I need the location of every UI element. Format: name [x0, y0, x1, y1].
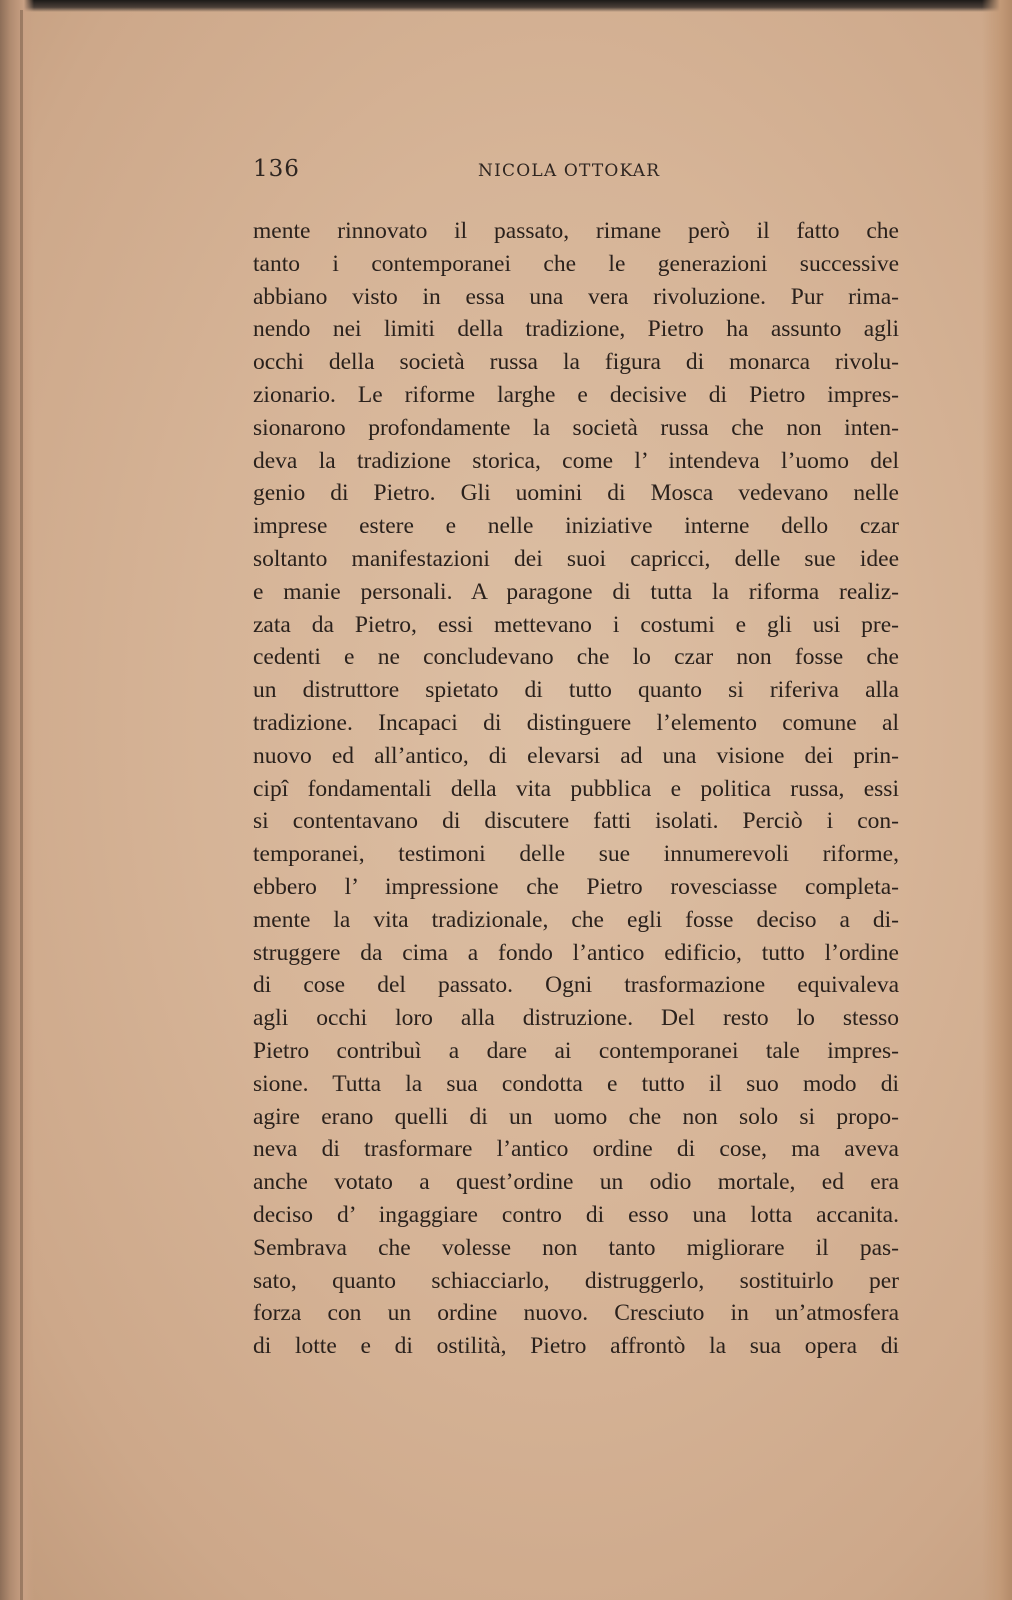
text-line: di cose del passato. Ogni trasformazione equivaleva — [253, 972, 899, 999]
text-line: ebbero l’ impressione che Pietro rovesciasse completa- — [253, 873, 899, 900]
text-line: e manie personali. A paragone di tutta la riforma realiz- — [253, 578, 899, 605]
page-header — [253, 156, 899, 186]
text-line: soltanto manifestazioni dei suoi capricci, delle sue idee — [253, 545, 899, 572]
text-line: sione. Tutta la sua condotta e tutto il suo modo di — [253, 1070, 899, 1097]
text-line: cedenti e ne concludevano che lo czar non fosse che — [253, 644, 899, 671]
text-line: mente rinnovato il passato, rimane però il fatto che — [253, 218, 899, 244]
text-line: zata da Pietro, essi mettevano i costumi e gli usi pre- — [253, 611, 899, 638]
page-binding-edge — [0, 0, 34, 1600]
text-line: Sembrava che volesse non tanto migliorare il pas- — [253, 1234, 899, 1261]
text-line: genio di Pietro. Gli uomini di Mosca vedevano nelle — [253, 480, 899, 507]
text-line: abbiano visto in essa una vera rivoluzione. Pur rima- — [253, 283, 899, 310]
text-line: sionarono profondamente la società russa che non inten- — [253, 414, 899, 441]
binding-shadow-line — [20, 10, 23, 1600]
text-line: mente la vita tradizionale, che egli fosse deciso a di- — [253, 906, 899, 933]
text-line: zionario. Le riforme larghe e decisive di Pietro impres- — [253, 381, 899, 408]
page-right-edge — [982, 0, 1012, 1600]
text-line: di lotte e di ostilità, Pietro affrontò la sua opera di — [253, 1333, 899, 1360]
text-line: temporanei, testimoni delle sue innumerevoli riforme, — [253, 841, 899, 868]
text-line: un distruttore spietato di tutto quanto si riferiva alla — [253, 677, 899, 704]
text-line: struggere da cima a fondo l’antico edificio, tutto l’ordine — [253, 939, 899, 966]
text-line: agire erano quelli di un uomo che non solo si propo- — [253, 1103, 899, 1130]
running-head: NICOLA OTTOKAR — [478, 161, 661, 181]
page-number: 136 — [253, 156, 300, 182]
text-line: occhi della società russa la figura di monarca rivolu- — [253, 349, 899, 376]
text-line: neva di trasformare l’antico ordine di cose, ma aveva — [253, 1136, 899, 1163]
page-top-edge — [0, 0, 1012, 12]
text-line: deciso d’ ingaggiare contro di esso una lotta accanita. — [253, 1201, 899, 1228]
text-line: cipî fondamentali della vita pubblica e politica russa, essi — [253, 775, 899, 802]
body-text — [253, 215, 899, 1363]
text-line: si contentavano di discutere fatti isolati. Perciò i con- — [253, 808, 899, 835]
text-line: imprese estere e nelle iniziative interne dello czar — [253, 513, 899, 540]
text-line: Pietro contribuì a dare ai contemporanei tale impres- — [253, 1037, 899, 1064]
text-line: sato, quanto schiacciarlo, distruggerlo, sostituirlo per — [253, 1267, 899, 1294]
text-line: tanto i contemporanei che le generazioni successive — [253, 250, 899, 277]
text-line: deva la tradizione storica, come l’ intendeva l’uomo del — [253, 447, 899, 474]
text-line: nendo nei limiti della tradizione, Pietro ha assunto agli — [253, 316, 899, 343]
text-line: agli occhi loro alla distruzione. Del resto lo stesso — [253, 1005, 899, 1032]
text-line: tradizione. Incapaci di distinguere l’elemento comune al — [253, 709, 899, 736]
text-line: forza con un ordine nuovo. Cresciuto in un’atmosfera — [253, 1300, 899, 1327]
text-line: nuovo ed all’antico, di elevarsi ad una visione dei prin- — [253, 742, 899, 769]
text-line: anche votato a quest’ordine un odio mortale, ed era — [253, 1169, 899, 1196]
